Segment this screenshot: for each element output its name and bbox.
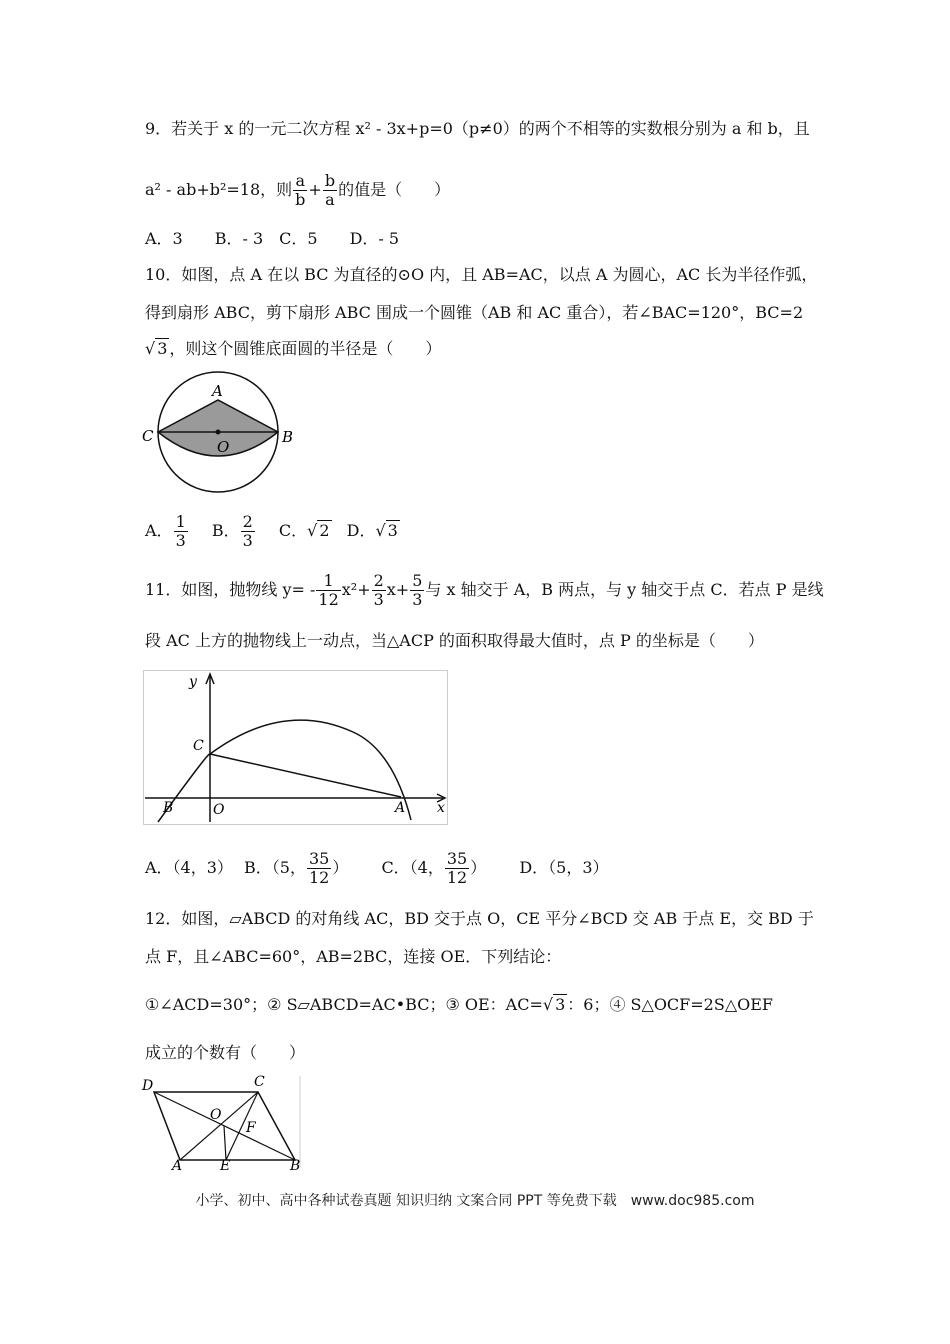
label-o: O (217, 438, 230, 456)
q9-plus: + (308, 180, 322, 199)
label-c: C (142, 427, 154, 445)
q11-options: A．（4，3） B．（5， $\frac{35}{12}$ ） C．（4， $\frac{35}{12}$ ） D．（5，3） (145, 849, 609, 887)
label-b: B (282, 428, 294, 446)
footer: 小学、初中、高中各种试卷真题 知识归纳 文案合同 PPT 等免费下载 www.doc985.com (195, 1193, 755, 1209)
label-d: D (142, 1078, 154, 1094)
q12-line3: ①∠ACD=30°；② S▱ABCD=AC•BC；③ OE：AC=√ 3 ：6；④ S△OCF=2S△OEF (145, 995, 774, 1014)
q12-line2: 点 F，且∠ABC=60°，AB=2BC，连接 OE．下列结论： (145, 947, 562, 966)
q11-frac2: $\frac{2}{3}$ (373, 571, 384, 609)
q11-opt-b-frac: $\frac{35}{12}$ (308, 849, 330, 887)
label-c: C (193, 738, 204, 754)
q9-line1: 9．若关于 x 的一元二次方程 x² - 3x+p=0（p≠0）的两个不相等的实数根分别为 a 和 b，且 (145, 119, 810, 138)
q10-sqrt: √ 3 (145, 339, 168, 358)
q9-frac1: $\frac{a}{b}$ (295, 171, 306, 209)
label-b: B (163, 800, 174, 816)
q10-options: A． $\frac{1}{3}$ B． $\frac{2}{3}$ C．√ 2 D．√ 3 (145, 512, 398, 550)
q12-figure (140, 1072, 305, 1172)
q10-opt-d-sqrt: √ 3 (375, 521, 398, 540)
q10-line1: 10．如图，点 A 在以 BC 为直径的⊙O 内，且 AB=AC，以点 A 为圆心，AC 长为半径作弧， (145, 265, 818, 284)
label-x: x (437, 800, 445, 816)
q10-figure (140, 370, 300, 495)
q12-line1: 12．如图，▱ABCD 的对角线 AC，BD 交于点 O，CE 平分∠BCD 交 AB 于点 E，交 BD 于 (145, 909, 814, 928)
label-o: O (210, 1107, 222, 1123)
q11-line2: 段 AC 上方的抛物线上一动点，当△ACP 的面积取得最大值时，点 P 的坐标是（ ） (145, 631, 764, 650)
q9-line2-pre: a² - ab+b²=18，则 (145, 180, 293, 199)
q11-opt-c-frac: $\frac{35}{12}$ (446, 849, 468, 887)
q9-frac2: $\frac{b}{a}$ (324, 171, 336, 209)
label-o: O (213, 802, 225, 818)
label-a: A (172, 1158, 183, 1172)
q10-opt-c-sqrt: √ 2 (307, 521, 330, 540)
label-f: F (246, 1120, 256, 1136)
label-b: B (290, 1158, 301, 1172)
q9-line2-post: 的值是（ ） (338, 180, 451, 199)
q11-frac1: $\frac{1}{12}$ (318, 571, 339, 609)
center-o (216, 430, 221, 435)
q11-figure (143, 670, 449, 826)
q12-line4: 成立的个数有（ ） (145, 1043, 306, 1062)
q10-line2: 得到扇形 ABC，剪下扇形 ABC 围成一个圆锥（AB 和 AC 重合），若∠BAC=120°，BC=2 (145, 303, 804, 322)
label-a: A (395, 800, 406, 816)
q10-opt-a-frac: $\frac{1}{3}$ (175, 512, 186, 550)
q9-line2 (145, 172, 450, 209)
segment-oe (224, 1126, 226, 1160)
q11-line1: 11．如图，抛物线 y= - $\frac{1}{12}$ x²+ $\frac{2}{3}$ x+ $\frac{5}{3}$ 与 x 轴交于 A，B 两点，与 y 轴交于点 C．若点 P 是线 (145, 571, 824, 609)
q11-frac3: $\frac{5}{3}$ (412, 571, 423, 609)
label-y: y (189, 674, 197, 690)
label-c: C (254, 1074, 265, 1090)
q10-opt-b-frac: $\frac{2}{3}$ (242, 512, 253, 550)
q10-line3: √ 3 ，则这个圆锥底面圆的半径是（ ） (145, 339, 442, 358)
label-e: E (220, 1158, 231, 1172)
q9-options: A．3 B．- 3 C．5 D．- 5 (145, 229, 400, 248)
segment-ac (210, 754, 401, 797)
label-a: A (212, 382, 223, 400)
q12-sqrt: √ 3 (542, 995, 566, 1014)
